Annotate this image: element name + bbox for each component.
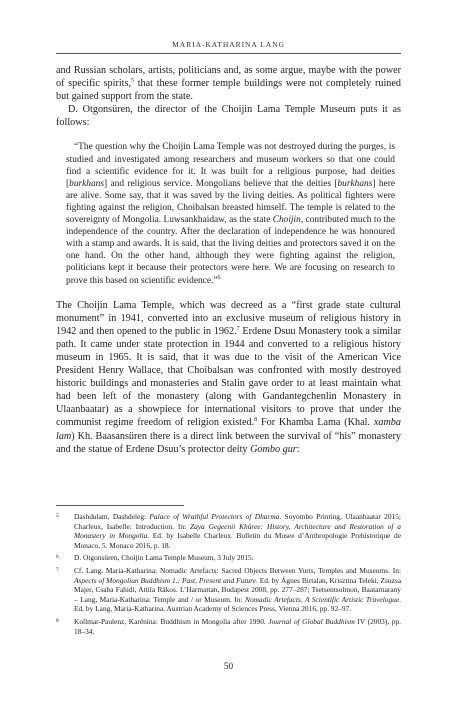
- text-run: ] and religious service. Mongolians believe that the deities [: [104, 178, 338, 189]
- footnote-number: 7: [56, 566, 59, 573]
- footnote-ref-6[interactable]: 6: [217, 274, 221, 281]
- footnote-ref-8[interactable]: 8: [254, 417, 258, 424]
- footnote-ref-7[interactable]: 7: [236, 325, 240, 332]
- text-run: ) Kh. Baasansüren there is a direct link between the survival of “his” monastery and the statue of Erdene Dsuu’s protector deity: [56, 430, 401, 455]
- italic-term: Gombo gur: [250, 443, 297, 455]
- footnote-text: Kollmar-Paulenz, Karénina: Buddhism in Mongolia after 1990. Journal of Global Buddhism IV (2003), pp. 18–34.: [74, 616, 401, 636]
- text-run: , contributed much to the independence of the country. After the declaration of independence he was honoured with a stamp and awards. It is said, that the living deities and protectors saved it on the one hand. On the other hand, although they were fighting against the religion, politicians kept it because their protectors were here. We are focusing on research to prove this based on scientific evidence.”: [66, 215, 395, 286]
- footnote-6: [56, 553, 401, 563]
- footnote-text: D. Otgonsüren, Choijin Lama Temple Museum, 3 July 2015.: [74, 553, 254, 563]
- paragraph-continued: [56, 64, 401, 103]
- italic-term: xamba lam: [56, 417, 401, 442]
- footnote-ref-5[interactable]: 5: [131, 78, 135, 85]
- text-run: ] here are alive. Some say, that it was saved by the living deities. As political fighters were fighting against the religion, Choibalsan breasted himself. The temple is related to the sovereignty of Mongolia. Luwsankhaidaw, as the state: [66, 178, 395, 226]
- text-run: :: [296, 443, 300, 455]
- footnotes: [56, 512, 401, 639]
- italic-term: burkhans: [69, 178, 105, 189]
- text-run: that these former temple buildings were not completely ruined but gained support from the state.: [56, 78, 402, 103]
- text-run: “The question why the Choijin Lama Temple was not destroyed during the purges, is studied and investigated among researchers and museum workers so that one could find a scientific evidence for it. It was built for a religious purpose, had deities [: [66, 142, 395, 189]
- italic-term: Choijin: [272, 215, 301, 226]
- footnote-8: [56, 617, 401, 636]
- text-run: and Russian scholars, artists, politicians and, as some argue, maybe with the power of specific spirits,: [56, 65, 401, 90]
- page-number: 50: [223, 661, 234, 671]
- italic-term: burkhans: [337, 178, 373, 189]
- paragraph-choijin-temple: [56, 299, 401, 456]
- main-text: [56, 64, 401, 456]
- header-rule: [56, 53, 401, 54]
- running-head: MARIA-KATHARINA LANG: [172, 40, 285, 49]
- footnote-7: [56, 566, 401, 614]
- text-run: For Khamba Lama (Khal.: [257, 417, 374, 429]
- footnote-number: 5: [56, 513, 59, 519]
- text-run: Erdene Dsuu Monastery took a similar path. It came under state protection in 1944 and converted to a religious history museum in 1965. It is said, that it was due to the visit of the American Vice President Henry Wallace, that Choibalsan was confronted with mostly destroyed historic buildings and monasteries and Stalin gave order to at least maintain what had been left of the monastery (along with Gandantegchenlin Monastery in Ulaanbaatar) as a showpiece for international visitors to prove that under the communist regime freedom of religion existed.: [56, 325, 401, 429]
- text-run: The Choijin Lama Temple, which was decreed as a “first grade state cultural monument” in 1941, converted into an exclusive museum of religious history in 1942 and then opened to the public in 1962.: [56, 299, 401, 337]
- footnote-text: Cf. Lang, Maria-Katharina: Nomadic Artefacts: Sacred Objects Between Yurts, Temples and Museums. In: Aspects of Mongolian Buddhism 1.: Past, Present and Future. Ed. by Ágnes Birtalan, Krisztina Teleki, Zsuzsa Majer, Csaba Fahidi, Attila Rákos. L’Harmattan, Budapest 2008, pp. 277–287; Tsetsentsolmon, Baatarnarany – Lang, Maria-Katharina: Temple and / or Museum. In: Nomadic Artefacts. A Scientific Artistic Travelogue. Ed. by Lang, Maria-Katharina. Austrian Academy of Sciences Press, Vienna 2016, pp. 92–97.: [74, 565, 401, 614]
- footnote-5: [56, 512, 401, 550]
- block-quote: [66, 141, 395, 286]
- footnote-number: 6: [56, 554, 59, 561]
- footnote-number: 8: [56, 617, 59, 624]
- paragraph-intro-quote: D. Otgonsüren, the director of the Choijin Lama Temple Museum puts it as follows:: [56, 104, 401, 129]
- footnote-rule: [56, 505, 184, 506]
- footnote-text: Dashdulam, Dashdeleg: Palace of Wrathful Protectors of Dharma. Soyombo Printing, Ulaanbaatar 2015; Charleux, Isabelle: Introduction. In: Zaya Gegeenii Khüree: History, Architecture and Restoration of a Monastery in Mongolia. Ed. by Isabelle Charleux. Bulletin du Musee d’Anthropologie Prehistorique de Monaco, 5. Monaco 2016, p. 18.: [74, 512, 402, 550]
